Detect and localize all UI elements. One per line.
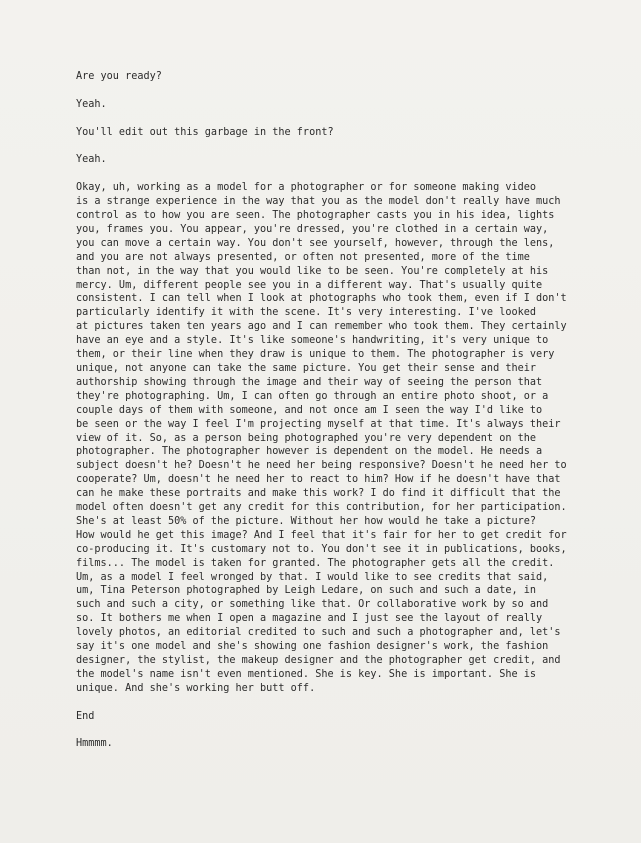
text-line: consistent. I can tell when I look at photographs who took them, even if I don't [76,293,567,305]
text-line: they're photographing. Um, I can often go through an entire photo shoot, or a [76,390,549,402]
text-line: mercy. Um, different people see you in a different way. That's usually quite [76,279,543,291]
text-line: model often doesn't get any credit for this contribution, for her participation. [76,502,567,514]
text-line: view of it. So, as a person being photographed you're very dependent on the [76,432,537,444]
text-line: photographer. The photographer however is dependent on the model. He needs a [76,446,543,458]
text-line: the model's name isn't even mentioned. She is key. She is important. She is [76,668,537,680]
closing-line [76,710,616,724]
text-line: lovely photos, an editorial credited to such and such a photographer and, let's [76,627,561,639]
text-line: She's at least 50% of the picture. Without her how would he take a picture? [76,515,537,527]
text-line: say it's one model and she's showing one fashion designer's work, the fashion [76,641,549,653]
text-line: particularly identify it with the scene. It's very interesting. I've looked [76,307,537,319]
text-line: um, Tina Peterson photographed by Leigh Ledare, on such and such a date, in [76,585,537,597]
text-line: authorship showing through the image and their way of seeing the person that [76,376,543,388]
text-line: co-producing it. It's customary not to. You don't see it in publications, books, [76,543,567,555]
closing-line [76,737,616,751]
text-line: you, frames you. You appear, you're dressed, you're clothed in a certain way, [76,223,549,235]
text-line: control as to how you are seen. The photographer casts you in his idea, lights [76,210,555,221]
text-line: than not, in the way that you would like to be seen. You're completely at his [76,265,549,277]
text-line: films... The model is taken for granted. The photographer gets all the credit. [76,557,555,569]
text-line: such and such a city, or something like that. Or collaborative work by so and [76,599,549,611]
text-line: Yeah. [76,154,107,166]
opening-line [76,98,616,112]
text-line: Okay, uh, working as a model for a photographer or for someone making video [76,182,537,194]
text-line: is a strange experience in the way that you as the model don't really have much [76,196,561,208]
text-line: couple days of them with someone, and not once am I seen the way I'd like to [76,404,543,416]
text-line: have an eye and a style. It's like someone's handwriting, it's very unique to [76,335,549,347]
text-line: you can move a certain way. You don't see yourself, however, through the lens, [76,237,555,249]
opening-line [76,126,616,140]
text-line: End [76,710,95,722]
text-line: can he make these portraits and make this work? I do find it difficult that the [76,488,561,500]
text-line: and you are not always presented, or often not presented, more of the time [76,251,530,263]
text-line: cooperate? Um, doesn't he need her to react to him? How if he doesn't have that [76,474,561,486]
opening-line [76,70,616,84]
text-line: You'll edit out this garbage in the front? [76,126,334,138]
text-line: at pictures taken ten years ago and I can remember who took them. They certainly [76,321,567,333]
text-line: be seen or the way I feel I'm projecting myself at that time. It's always their [76,418,561,430]
text-line: How would he get this image? And I feel that it's fair for her to get credit for [76,529,567,541]
transcript-text [76,70,616,765]
text-line: unique, not anyone can take the same picture. You get their sense and their [76,362,537,374]
text-line: them, or their line when they draw is unique to them. The photographer is very [76,349,555,361]
text-line: Hmmmm. [76,738,113,750]
main-paragraph [76,181,616,696]
text-line: subject doesn't he? Doesn't he need her being responsive? Doesn't he need her to [76,460,567,472]
text-line: Are you ready? [76,71,162,82]
text-line: Yeah. [76,98,107,110]
text-line: unique. And she's working her butt off. [76,682,316,694]
text-line: so. It bothers me when I open a magazine and I just see the layout of really [76,613,543,625]
opening-line [76,153,616,167]
text-line: designer, the stylist, the makeup designer and the photographer get credit, and [76,655,561,666]
text-line: Um, as a model I feel wronged by that. I would like to see credits that said, [76,571,549,583]
